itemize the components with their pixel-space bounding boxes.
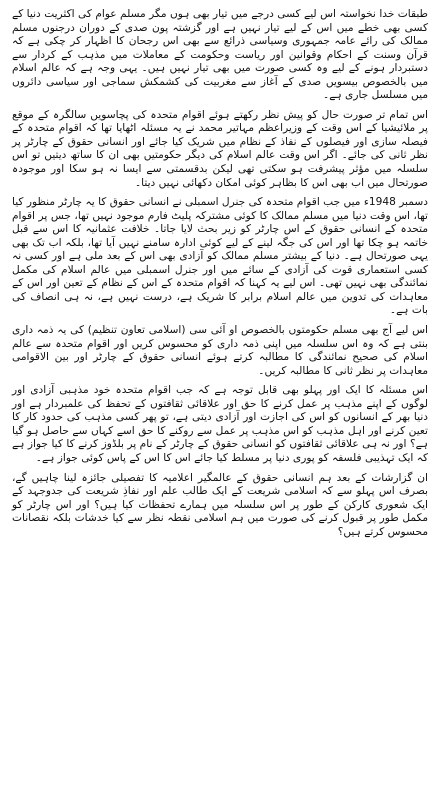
paragraph: اس لیے آج بھی مسلم حکومتوں بالخصوص او آئی سی (اسلامی تعاون تنظیم) کی یہ ذمہ داری بنتی ہے کہ وہ اس سلسلہ میں اپنی ذمہ داری کو محسوس کریں اور اقوام متحدہ سے عالم اسلام کی صحیح نمائندگی کا مطالبہ کرتے ہوئے انسانی حقوق کے چارٹر اور بین الاقوامی معاہدات پر نظر ثانی کا مطالبہ کریں۔ [12,324,428,377]
paragraph: اس تمام تر صورت حال کو پیش نظر رکھتے ہوئے اقوام متحدہ کی پچاسویں سالگرہ کے موقع پر ملائیشیا کے اس وقت کے وزیراعظم مہاتیر محمد نے یہ مسئلہ اٹھایا تھا کہ اقوام متحدہ کے فیصلہ سازی اور فیصلوں کے نفاذ کے نظام میں شریک کیا جائے اور انسانی حقوق کے چارٹر پر نظر ثانی کی جائے۔ اگر اس وقت عالم اسلام کی دیگر حکومتیں بھی ان کا ساتھ دیتیں تو اس سلسلہ میں مؤثر پیشرفت ہو سکتی تھی لیکن بدقسمتی سے ایسا نہ ہو سکا اور موجودہ صورتحال میں اب بھی اس کا بظاہر کوئی امکان دکھائی نہیں دیتا۔ [12,108,428,189]
paragraph: دسمبر 1948ء میں جب اقوام متحدہ کی جنرل اسمبلی نے انسانی حقوق کا یہ چارٹر منظور کیا تھا، اس وقت دنیا میں مسلم ممالک کا کوئی مشترکہ پلیٹ فارم موجود نہیں تھا، جس پر اقوام متحدہ کے انسانی حقوق کے اس چارٹر کو زیر بحث لایا جاتا۔ خلافت عثمانیہ کا اس سے قبل خاتمہ ہو چکا تھا اور اس کی جگہ لینے کے لیے کوئی ادارہ سامنے نہیں آیا تھا، بلکہ اب تک بھی یہی صورتحال ہے۔ دنیا کے بیشتر مسلم ممالک کو آزادی بھی اس کے بعد ملی ہے اور کسی نہ کسی استعماری قوت کی آزادی کے سائے میں اور جنرل اسمبلی میں عالم اسلام کی مکمل نمائندگی بھی نہیں تھی۔ اس لیے یہ کہنا کہ اقوام متحدہ کے اس کے نظام کے تعین اور اس کے معاہدات کی تدوین میں عالم اسلام برابر کا شریک ہے، درست نہیں ہے، نہ ہی انصاف کی بات ہے۔ [12,196,428,317]
paragraph: اس مسئلہ کا ایک اور پہلو بھی قابل توجہ ہے کہ جب اقوام متحدہ خود مذہبی آزادی اور لوگوں کے اپنے مذہب پر عمل کرنے کا حق اور علاقائی ثقافتوں کے تحفظ کی علمبردار ہے اور دنیا بھر کے انسانوں کو اس کی اجازت اور آزادی دیتی ہے، تو پھر کسی مذہب کی حدود کار کا تعین کرنے اور اہل مذہب کو اس مذہب پر عمل سے روکنے کا حق اسے کہاں سے حاصل ہو گیا ہے؟ اور نہ ہی علاقائی ثقافتوں کو انسانی حقوق کے چارٹر کے نام پر بلڈوز کرنے کا کیا جواز ہے کہ ایک تہذیبی فلسفہ کو پوری دنیا پر مسلط کیا جائے اس کا اس کے پاس کوئی جواز ہے۔ [12,384,428,464]
paragraph: طبقات خدا نخواستہ اس لیے کسی درجے میں تیار بھی ہوں مگر مسلم عوام کی اکثریت دنیا کے کسی بھی خطے میں اس کے لیے تیار نہیں ہے اور گزشتہ پون صدی کے دوران درجنوں مسلم ممالک کی رائے عامہ جمہوری وسیاسی ذرائع سے بھی اس رجحان کا اظہار کر چکی ہے کہ قرآن وسنت کے احکام وقوانین اور ریاست وحکومت کے معاملات میں مذہب کے کردار سے دستبردار ہونے کے لیے وہ کسی صورت میں بھی تیار نہیں ہیں۔ یہی وجہ ہے کہ عالم اسلام میں بالخصوص بیسویں صدی کے آغاز سے مغربیت کی کشمکش سماجی اور سیاسی دائروں میں مسلسل جاری ہے۔ [12,8,428,102]
paragraph: ان گزارشات کے بعد ہم انسانی حقوق کے عالمگیر اعلامیہ کا تفصیلی جائزہ لینا چاہیں گے، بصرف اس پہلو سے کہ اسلامی شریعت کے ایک طالب علم اور نفاذِ شریعت کی جدوجہد کے ایک شعوری کارکن کے طور پر اس سلسلہ میں ہمارے تحفظات کیا ہیں؟ اور اس چارٹر کو مکمل طور پر قبول کرنے کی صورت میں ہم اسلامی نقطہ نظر سے کیا خدشات بلکہ نقصانات محسوس کرتے ہیں؟ [12,471,428,538]
